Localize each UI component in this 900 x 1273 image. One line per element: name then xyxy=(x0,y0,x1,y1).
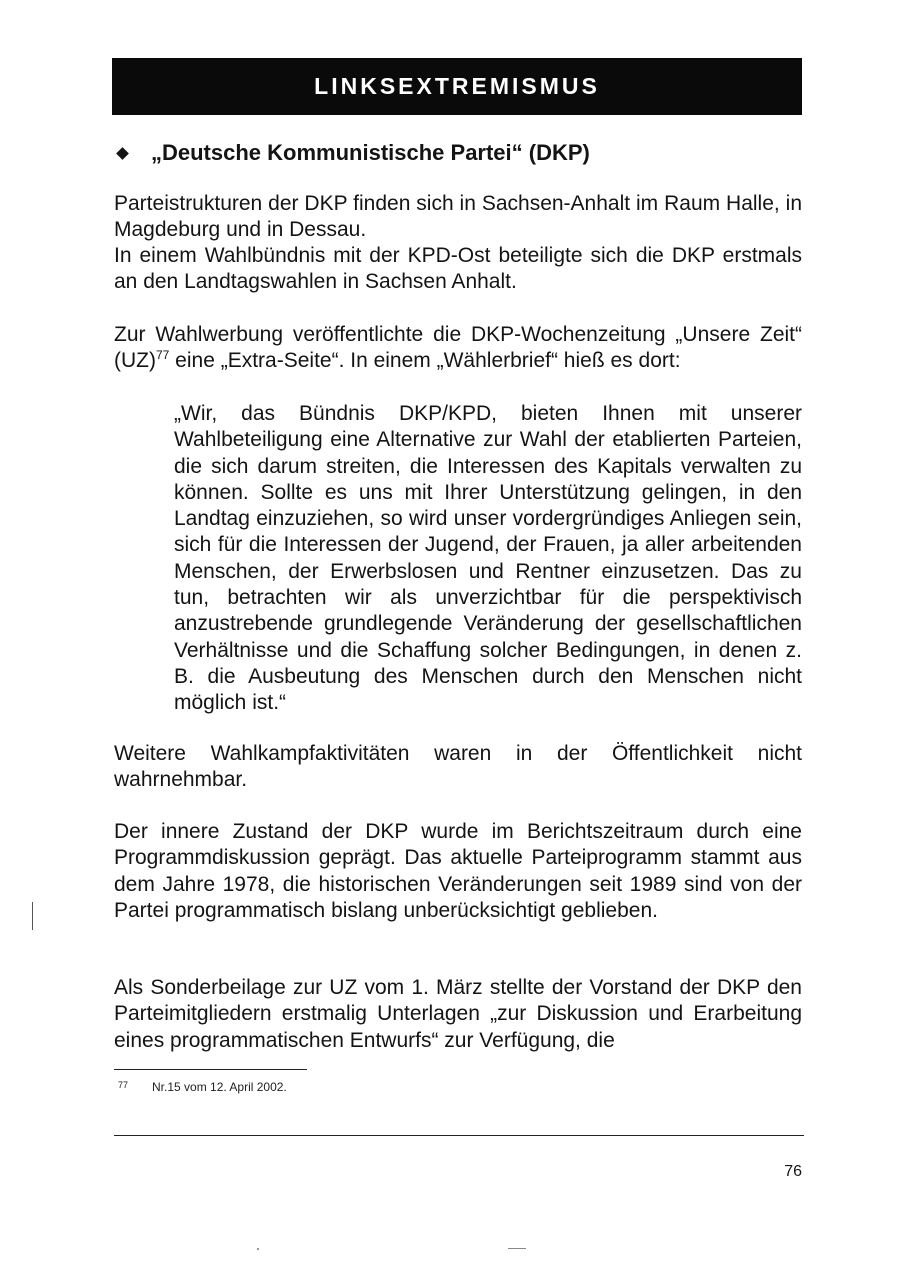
paragraph-supplement: Als Sonderbeilage zur UZ vom 1. März stellte der Vorstand der DKP den Parteimitgliedern erstmalig Unterlagen „zur Diskussion und Erarbeitung eines programmatischen Entwurfs“ zur Verfügung, die xyxy=(114,976,802,1052)
paragraph-structures: Parteistrukturen der DKP finden sich in Sachsen-Anhalt im Raum Halle, in Magdeburg und in Dessau. xyxy=(114,192,802,242)
section-heading-text: „Deutsche Kommunistische Partei“ (DKP) xyxy=(151,140,590,165)
block-quote: „Wir, das Bündnis DKP/KPD, bieten Ihnen mit unserer Wahlbeteiligung eine Alternative zur Wahl der etablierten Parteien, die sich darum streiten, die Interessen des Kapitals verwalten zu können. Sollte es uns mit Ihrer Unterstützung gelingen, in den Landtag einzuziehen, so wird unser vordergründiges Anliegen sein, sich für die Interessen der Jugend, der Frauen, ja aller arbeitenden Menschen, der Erwerbslosen und Rentner einzusetzen. Das zu tun, betrachten wir als unverzichtbar für die perspektivisch anzustrebende grundlegende Veränderung der gesellschaftlichen Verhältnisse und die Schaffung solcher Bedingungen, in denen z. B. die Ausbeutung des Menschen durch den Menschen nicht möglich ist.“ xyxy=(174,402,802,715)
section-heading xyxy=(114,138,804,168)
paragraph-campaign xyxy=(114,322,802,375)
margin-mark xyxy=(32,902,33,930)
paragraph-campaign-text-a: Zur Wahlwerbung veröffentlichte die DKP-Wochenzeitung „Unsere Zeit“ (UZ) xyxy=(114,323,802,373)
scan-artifact-dot xyxy=(257,1248,259,1250)
footnote-text: Nr.15 vom 12. April 2002. xyxy=(152,1080,287,1094)
page-footer-divider xyxy=(114,1135,804,1136)
footnote-number: 77 xyxy=(118,1080,129,1090)
paragraph-internal-state: Der innere Zustand der DKP wurde im Berichtszeitraum durch eine Programmdiskussion geprägt. Das aktuelle Parteiprogramm stammt aus dem Jahre 1978, die historischen Veränderungen seit 1989 sind von der Partei programmatisch bislang unberücksichtigt geblieben. xyxy=(114,820,802,922)
footnote xyxy=(118,1080,287,1094)
page-header xyxy=(112,58,802,115)
paragraph-campaign-activities: Weitere Wahlkampfaktivitäten waren in der Öffentlichkeit nicht wahrnehmbar. xyxy=(114,742,802,792)
footnote-reference: 77 xyxy=(155,348,170,363)
paragraph-election-alliance: In einem Wahlbündnis mit der KPD-Ost beteiligte sich die DKP erstmals an den Landtagswahlen in Sachsen Anhalt. xyxy=(114,244,802,294)
footnote-divider xyxy=(114,1069,307,1070)
page-number: 76 xyxy=(784,1163,802,1180)
paragraph-campaign-text-b: eine „Extra-Seite“. In einem „Wählerbrief“ hieß es dort: xyxy=(169,349,681,373)
scan-artifact-dash xyxy=(508,1248,526,1249)
header-title: LINKSEXTREMISMUS xyxy=(314,73,600,99)
diamond-bullet-icon xyxy=(116,147,129,160)
